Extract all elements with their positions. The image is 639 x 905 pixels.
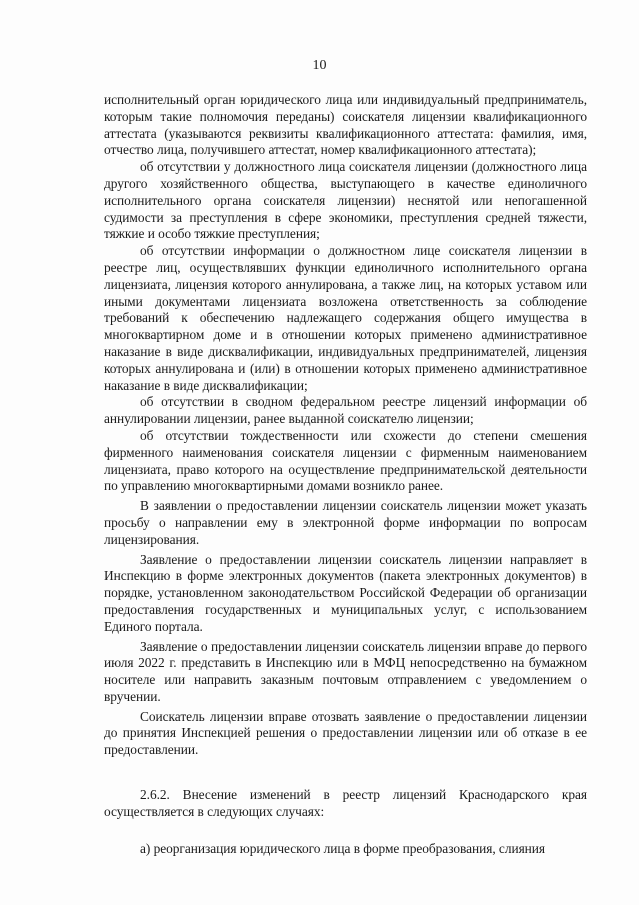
paragraph-withdrawal: Соискатель лицензии вправе отозвать заявление о предоставлении лицензии до принятия Инспекцией решения о предоставлении лицензии или об отказе в ее предоставлении. (104, 708, 587, 758)
paragraph-electronic-info-request: В заявлении о предоставлении лицензии соискатель лицензии может указать просьбу о направлении ему в электронной форме информации по вопросам лицензирования. (104, 498, 587, 547)
document-body (104, 92, 587, 857)
paragraph-electronic-submission: Заявление о предоставлении лицензии соискатель лицензии направляет в Инспекцию в форме электронных документов (пакета электронных документов) в порядке, установленном законодательством Российской Федерации об организации предоставления государственных и муниципальных услуг, с использованием Единого портала. (104, 551, 587, 634)
paragraph-no-registry-info: об отсутствии информации о должностном лице соискателя лицензии в реестре лиц, осуществлявших функции единоличного исполнительного органа лицензиата, лицензия которого аннулирована, а также лиц, на которых уставом или иными документами лицензиата возложена ответственность за соблюдение требований к обеспечению надлежащего содержания общего имущества в многоквартирном доме и в отношении которых применено административное наказание в виде дисквалификации, индивидуальных предпринимателей, лицензия которых аннулирована и (или) в отношении которых применено административное наказание в виде дисквалификации; (104, 243, 587, 393)
page-number: 10 (312, 58, 327, 73)
paragraph-item-a: а) реорганизация юридического лица в форме преобразования, слияния (140, 840, 546, 856)
paragraph-paper-submission: Заявление о предоставлении лицензии соискатель лицензии вправе до первого июля 2022 г. представить в Инспекцию или в МФЦ непосредственно на бумажном носителе или направить заказным почтовым отправлением с уведомлением о вручении. (104, 638, 587, 704)
paragraph-no-annulment: об отсутствии в сводном федеральном реестре лицензий информации об аннулировании лицензии, ранее выданной соискателю лицензии; (104, 394, 587, 427)
section-heading-2-6-2: 2.6.2. Внесение изменений в реестр лицензий Краснодарского края осуществляется в следующих случаях: (104, 787, 587, 819)
paragraph-no-conviction: об отсутствии у должностного лица соискателя лицензии (должностного лица другого хозяйственного общества, выступающего в качестве единоличного исполнительного органа соискателя лицензии) неснятой или непогашенной судимости за преступления в сфере экономики, преступления средней тяжести, тяжкие и особо тяжкие преступления; (104, 159, 587, 242)
paragraph-no-name-similarity: об отсутствии тождественности или схожести до степени смешения фирменного наименования соискателя лицензии с фирменным наименованием лицензиата, право которого на осуществление предпринимательской деятельности по управлению многоквартирными домами возникло ранее. (104, 427, 587, 494)
paragraph-attestat-continuation: исполнительный орган юридического лица или индивидуальный предприниматель, которым такие полномочия переданы) соискателя лицензии квалификационного аттестата (указываются реквизиты квалификационного аттестата: фамилия, имя, отчество лица, получившего аттестат, номер квалификационного аттестата); (104, 92, 587, 158)
